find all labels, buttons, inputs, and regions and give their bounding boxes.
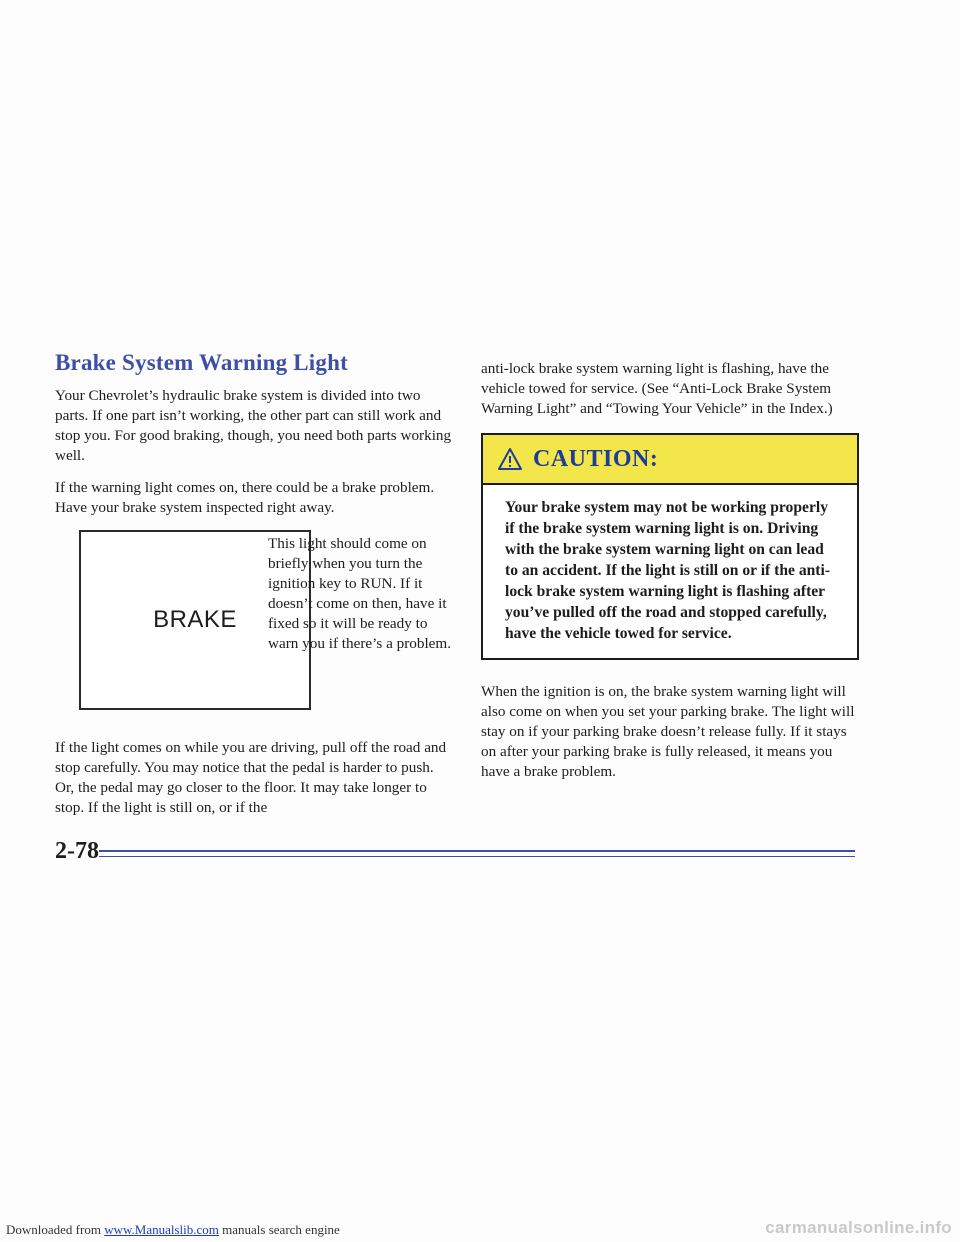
caution-title: CAUTION: [533,445,659,472]
left-column [55,350,455,830]
page-footer [55,838,855,864]
indicator-figure [55,530,455,712]
manualslib-link[interactable]: www.Manualslib.com [104,1222,219,1237]
warning-triangle-icon [497,447,523,471]
indicator-description: This light should come on briefly when you turn the ignition key to RUN. If it doesn’t come on then, have it fixed so it will be ready to warn you if there’s a problem. [268,535,452,652]
caution-header [483,435,857,485]
caution-box [481,433,859,660]
brake-indicator-label: BRAKE [153,606,237,633]
download-prefix: Downloaded from [6,1222,101,1237]
footer-rule [99,850,855,852]
caution-text: Your brake system may not be working properly if the brake system warning light is on. Driving with the brake system warning light on can lead to an accident. If the light is still on or if the anti-lock brake system warning light is flashing after you’ve pulled off the road and stopped carefully, have the vehicle towed for service. [505,499,831,642]
right-column [481,359,859,794]
warning-paragraph: If the warning light comes on, there could be a brake problem. Have your brake system inspected right away. [55,479,435,516]
download-attribution [6,1222,340,1238]
parking-brake-paragraph: When the ignition is on, the brake system warning light will also come on when you set your parking brake. The light will stay on if your parking brake doesn’t release fully. If it stays on after your parking brake is fully released, it means you have a brake problem. [481,683,855,780]
driving-paragraph: If the light comes on while you are driving, pull off the road and stop carefully. You may notice that the pedal is harder to push. Or, the pedal may go closer to the floor. It may take longer to stop. If the light is still on, or if the [55,739,447,816]
continued-paragraph: anti-lock brake system warning light is flashing, have the vehicle towed for service. (See “Anti-Lock Brake System Warning Light” and “Towing Your Vehicle” in the Index.) [481,360,833,417]
intro-paragraph: Your Chevrolet’s hydraulic brake system is divided into two parts. If one part isn’t working, the other part can still work and stop you. For good braking, though, you need both parts working well. [55,387,452,464]
section-heading: Brake System Warning Light [55,350,348,375]
page-number: 2-78 [55,838,99,864]
download-suffix: manuals search engine [222,1222,340,1237]
site-watermark: carmanualsonline.info [765,1218,952,1237]
footer-rule-thin [99,856,855,857]
